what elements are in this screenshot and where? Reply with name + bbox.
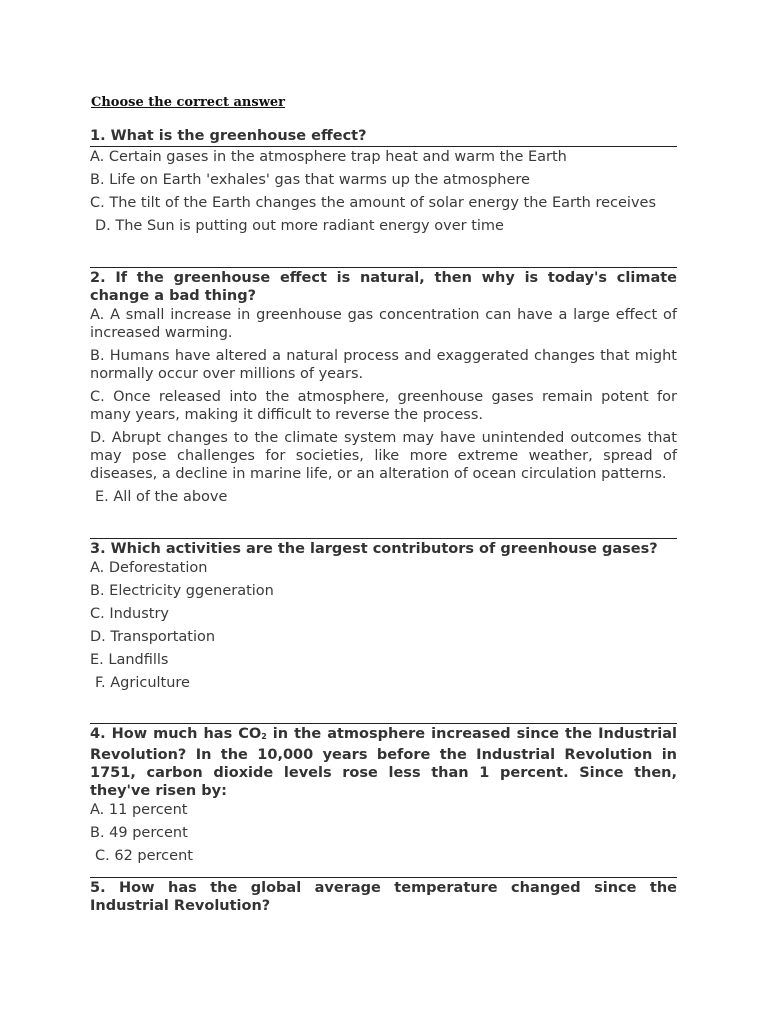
question-3-option-a[interactable]: A. Deforestation [90, 560, 208, 576]
question-3-rule [90, 538, 677, 539]
question-4-title-start: 4. How much has CO [90, 726, 262, 742]
question-2-option-e[interactable]: E. All of the above [95, 489, 228, 505]
question-2-option-b[interactable]: B. Humans have altered a natural process and exaggerated changes that might normally occur over millions of years. [90, 348, 677, 382]
question-2-title: 2. If the greenhouse effect is natural, then why is today's climate change a bad thing? [90, 270, 677, 304]
question-4-option-b[interactable]: B. 49 percent [90, 825, 188, 841]
question-1-option-d[interactable]: D. The Sun is putting out more radiant energy over time [95, 218, 504, 234]
question-3-title: 3. Which activities are the largest contributors of greenhouse gases? [90, 541, 658, 557]
question-1 [90, 127, 677, 235]
question-3-option-e[interactable]: E. Landfills [90, 652, 169, 668]
question-2-option-c[interactable]: C. Once released into the atmosphere, greenhouse gases remain potent for many years, making it difficult to reverse the process. [90, 389, 677, 423]
question-2-option-d[interactable]: D. Abrupt changes to the climate system may have unintended outcomes that may pose challenges for societies, like more extreme weather, spread of diseases, a decline in marine life, or an alteration of ocean circulation patterns. [90, 430, 677, 482]
question-3-option-c[interactable]: C. Industry [90, 606, 169, 622]
question-1-title: 1. What is the greenhouse effect? [90, 128, 367, 144]
question-4-title-end: in the atmosphere increased since the Industrial Revolution? In the 10,000 years before the Industrial Revolution in 1751, carbon dioxide levels rose less than 1 percent. Since then, they've risen by: [90, 726, 677, 799]
question-3-option-f[interactable]: F. Agriculture [95, 675, 190, 691]
question-4-rule [90, 723, 677, 724]
question-4-title [90, 725, 677, 800]
question-5-rule [90, 877, 677, 878]
question-3-option-d[interactable]: D. Transportation [90, 629, 216, 645]
question-5 [90, 877, 677, 915]
question-2 [90, 267, 677, 506]
question-4 [90, 723, 677, 865]
co2-subscript: 2 [261, 732, 267, 741]
question-1-option-c[interactable]: C. The tilt of the Earth changes the amount of solar energy the Earth receives [90, 195, 656, 211]
question-4-option-c[interactable]: C. 62 percent [95, 848, 193, 864]
question-2-rule [90, 267, 677, 268]
question-2-option-a[interactable]: A. A small increase in greenhouse gas concentration can have a large effect of increased warming. [90, 307, 677, 341]
question-3 [90, 538, 677, 692]
question-1-option-a[interactable]: A. Certain gases in the atmosphere trap heat and warm the Earth [90, 149, 567, 165]
question-5-title: 5. How has the global average temperature changed since the Industrial Revolution? [90, 880, 677, 914]
question-3-option-b[interactable]: B. Electricity ggeneration [90, 583, 274, 599]
question-1-rule [90, 146, 677, 147]
question-4-option-a[interactable]: A. 11 percent [90, 802, 188, 818]
question-1-option-b[interactable]: B. Life on Earth 'exhales' gas that warms up the atmosphere [90, 172, 530, 188]
worksheet-heading: Choose the correct answer [91, 95, 286, 110]
